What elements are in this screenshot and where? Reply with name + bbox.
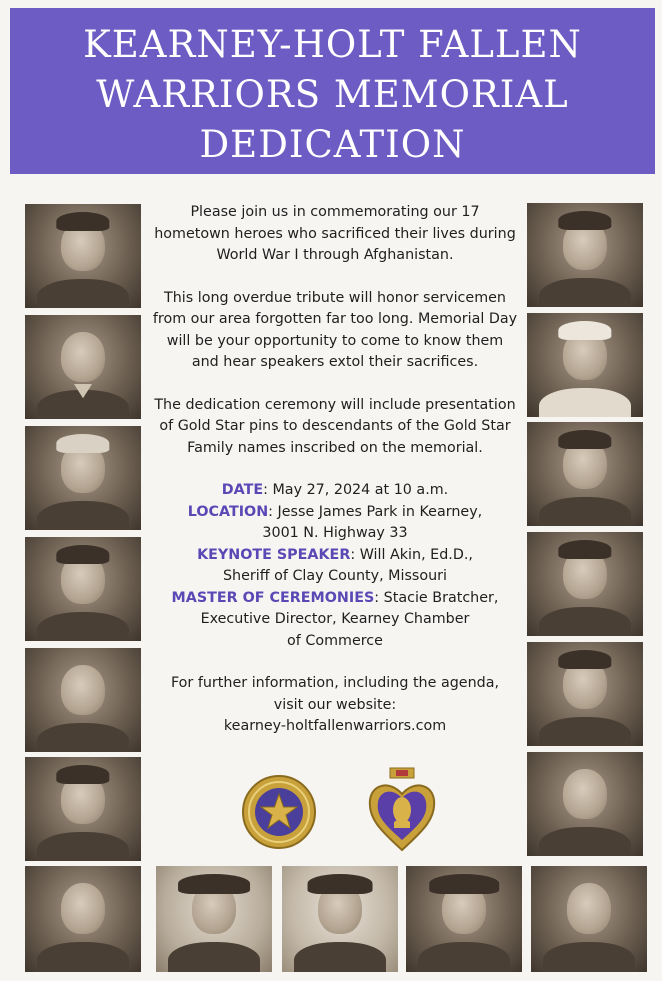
location-label: LOCATION (187, 503, 269, 520)
keynote-value: : Will Akin, Ed.D., (350, 546, 473, 563)
portrait-left-6 (25, 757, 141, 861)
keynote-title: Sheriff of Clay County, Missouri (222, 568, 448, 584)
portrait-bottom-4 (406, 866, 522, 972)
portrait-right-6 (527, 752, 643, 856)
portrait-left-1 (25, 204, 141, 308)
date-line (152, 480, 518, 502)
portrait-right-1 (527, 203, 643, 307)
event-details (152, 480, 518, 652)
intro-paragraph-1: Please join us in commemorating our 17 hometown heroes who sacrificed their lives during World War I through Afghanistan. (154, 204, 516, 263)
contact-line-1: For further information, including the agenda, (170, 675, 500, 691)
portrait-left-2 (25, 315, 141, 419)
intro-paragraph-2: This long overdue tribute will honor servicemen from our area forgotten far too long. Memorial Day will be your opportunity to come to know them and hear speakers extol their sacrifices. (152, 289, 518, 370)
portrait-right-5 (527, 642, 643, 746)
intro-paragraph-3: The dedication ceremony will include presentation of Gold Star pins to descendants of the Gold Star Family names inscribed on the memorial. (154, 396, 516, 456)
portrait-left-3 (25, 426, 141, 530)
date-label: DATE (221, 482, 264, 498)
title-line-2: WARRIORS MEMORIAL (96, 73, 569, 116)
title-line-1: KEARNEY-HOLT FALLEN (83, 23, 582, 66)
portrait-right-4 (527, 532, 643, 636)
date-value: : May 27, 2024 at 10 a.m. (263, 482, 449, 498)
location-value: : Jesse James Park in Kearney, (268, 503, 483, 520)
location-line (152, 502, 518, 524)
contact-info (152, 673, 518, 738)
mc-title-1: Executive Director, Kearney Chamber (200, 611, 470, 627)
portrait-bottom-2 (156, 866, 272, 972)
portrait-right-3 (527, 422, 643, 526)
website-link[interactable]: kearney-holtfallenwarriors.com (223, 718, 447, 734)
mc-line (152, 588, 518, 610)
portrait-bottom-3 (282, 866, 398, 972)
portrait-left-5 (25, 648, 141, 752)
portrait-bottom-1 (25, 866, 141, 972)
mc-title-2: of Commerce (287, 632, 383, 649)
purple-heart-medal-icon (366, 766, 438, 854)
keynote-label: KEYNOTE SPEAKER (197, 546, 351, 563)
title-banner (10, 8, 655, 174)
gold-star-medal-icon (241, 774, 317, 850)
title-line-3: DEDICATION (199, 123, 466, 166)
contact-line-2: visit our website: (273, 696, 397, 713)
center-text (152, 202, 518, 738)
keynote-line (152, 545, 518, 567)
location-address: 3001 N. Highway 33 (262, 525, 408, 541)
mc-value: : Stacie Bratcher, (374, 589, 499, 606)
portrait-left-4 (25, 537, 141, 641)
mc-label: MASTER OF CEREMONIES (171, 589, 375, 606)
portrait-right-2 (527, 313, 643, 417)
portrait-bottom-5 (531, 866, 647, 972)
